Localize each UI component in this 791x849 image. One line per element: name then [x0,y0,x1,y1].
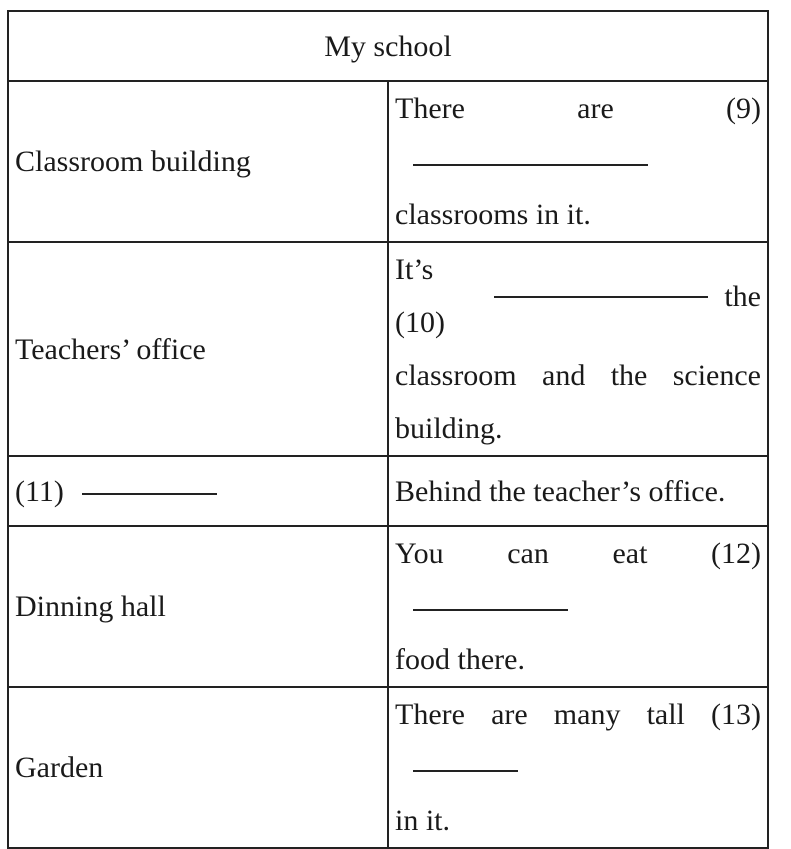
description-text: classrooms in it. [395,198,591,231]
place-cell: Classroom building [8,81,388,242]
worksheet-table [7,10,769,849]
description-cell: Behind the teacher’s office. [388,456,768,526]
place-cell: Teachers’ office [8,242,388,456]
description-cell [388,687,768,848]
table-header-row [8,11,768,81]
place-cell [8,456,388,526]
description-cell [388,81,768,242]
table-row [8,526,768,687]
answer-blank-13[interactable] [413,769,518,772]
description-text: building. [395,412,503,445]
table-row [8,81,768,242]
description-cell: It’s (10) the classroom and the science building. [388,242,768,456]
description-text: in it. [395,804,451,837]
table-row [8,242,768,456]
table-row [8,456,768,526]
description-text: You can eat (12) [395,537,761,570]
description-text: There are many tall (13) [395,698,761,731]
place-cell: Dinning hall [8,526,388,687]
description-text: It’s (10) [395,253,445,339]
answer-blank-10[interactable] [494,295,709,298]
table-row [8,687,768,848]
description-text: food there. [395,643,525,676]
description-cell [388,526,768,687]
question-number: (11) [15,474,64,508]
answer-blank-9[interactable] [413,163,648,166]
table-title: My school [8,11,768,81]
place-cell: Garden [8,687,388,848]
description-text: the [724,279,761,313]
description-text: classroom [395,359,517,392]
description-text: There are (9) [395,92,761,125]
answer-blank-11[interactable] [82,492,217,495]
answer-blank-12[interactable] [413,608,568,611]
